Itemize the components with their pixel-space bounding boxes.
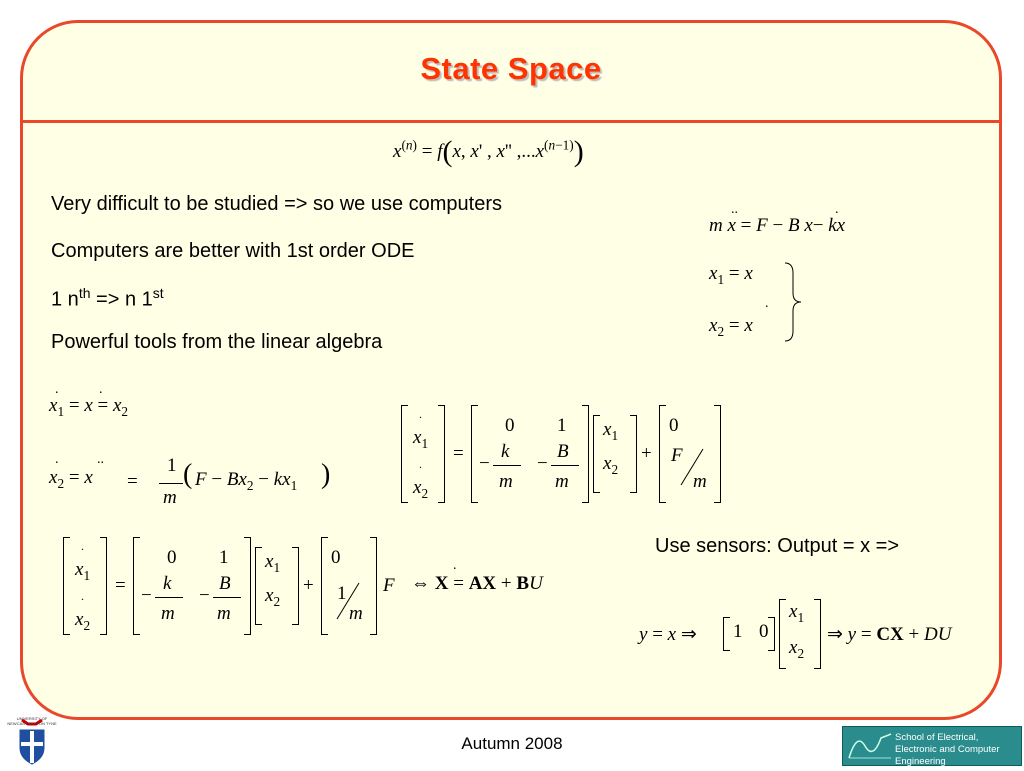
bullet-computers: Very difficult to be studied => so we use computers xyxy=(51,193,502,215)
state-eq-1: . . $x_1 = x = x_2$ xyxy=(49,382,129,419)
system-matrix-2: 0 1 − k m − B m xyxy=(133,537,251,635)
matrix-equation-expanded: . $x_1$ . $x_2$ = 0 1 − k m − B m $x_1$ $x_2$ + 0 F m xyxy=(401,405,741,505)
waveform-icon xyxy=(847,730,893,762)
bullet-first-order: Computers are better with 1st order ODE xyxy=(51,240,415,262)
state-space-form: . ⇔ X = AX + BU xyxy=(411,558,543,594)
state-derivative-vector-2: . $x_1$ . $x_2$ xyxy=(63,537,107,635)
sensor-output-text: Use sensors: Output = x => xyxy=(655,535,900,557)
slide-title: State Space xyxy=(420,51,602,86)
state-vector: $x_1$ $x_2$ xyxy=(593,415,637,493)
output-equation: y = x ⇒ 1 0 $x_1$ $x_2$ ⇒ y = CX + DU xyxy=(639,599,999,671)
school-logo xyxy=(842,726,1022,766)
input-vector: 0 F m xyxy=(659,405,721,503)
right-brace xyxy=(783,261,803,343)
state-derivative-vector: . $x_1$ . $x_2$ xyxy=(401,405,445,503)
nth-order-ode-equation: $x^{(n)} = f(x$, x' , x'' $,...x^{(n-1)}$) xyxy=(393,135,584,168)
matrix-equation-input: . $x_1$ . $x_2$ = 0 1 − k m − B m $x_1$ $x_2$ + 0 1 m F xyxy=(63,537,423,637)
bullet-linear-algebra: Powerful tools from the linear algebra xyxy=(51,331,383,353)
state-vector-3: $x_1$ $x_2$ xyxy=(779,599,821,669)
footer-date: Autumn 2008 xyxy=(461,734,563,753)
output-matrix: 1 0 xyxy=(723,617,775,651)
title-divider xyxy=(23,120,999,123)
slide-frame xyxy=(20,20,1002,720)
input-matrix: 0 1 m xyxy=(321,537,377,635)
mass-spring-equation: .. . m x = F − B x− kx xyxy=(709,202,846,236)
state-eq-2: . .. $x_2 = x$ = 1 m ( $F - Bx_2 - kx_1$ ) xyxy=(49,452,331,508)
school-name: School of Electrical, Electronic and Computer Engineering xyxy=(895,732,1000,767)
bullet-nth-to-first: 1 $n^{th} => n$ 1st xyxy=(51,285,164,311)
state-vector-2: $x_1$ $x_2$ xyxy=(255,547,299,625)
university-name: UNIVERSITY OF NEWCASTLE UPON TYNE xyxy=(7,716,57,726)
state-definition: $x_1 = x$ . $x_2 = x$ xyxy=(709,259,819,349)
system-matrix: 0 1 − k m − B m xyxy=(471,405,589,503)
